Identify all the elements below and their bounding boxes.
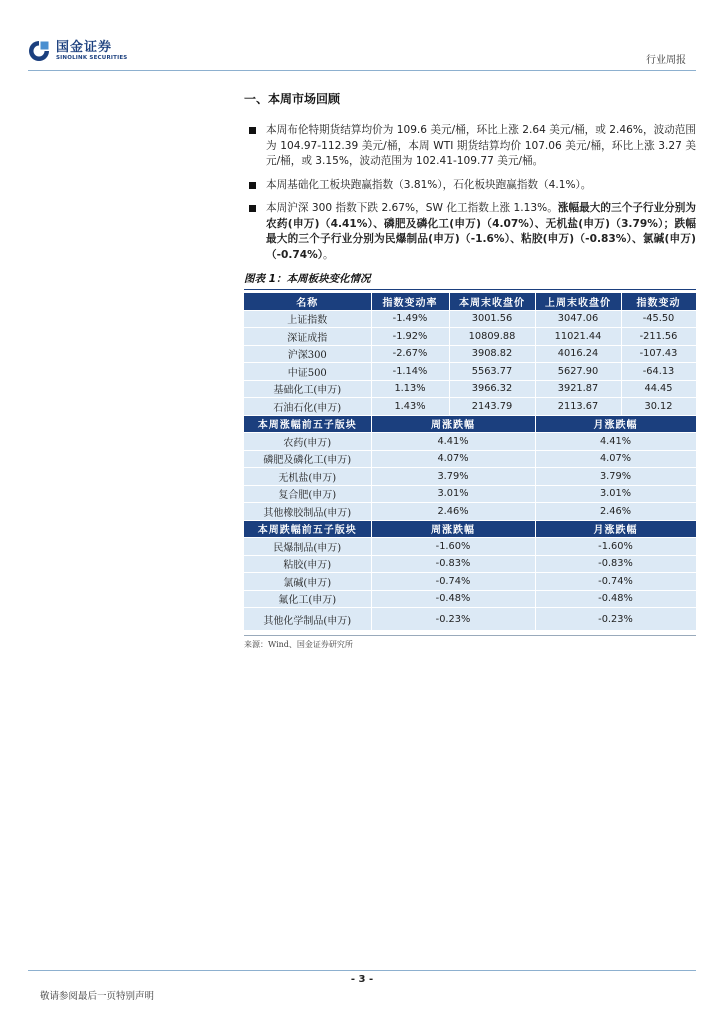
close-this-week: 3908.82 bbox=[449, 345, 535, 363]
bullet-square-icon bbox=[249, 127, 256, 134]
bullet-text: 本周基础化工板块跑赢指数（3.81%），石化板块跑赢指数（4.1%）。 bbox=[266, 178, 592, 191]
table-row bbox=[244, 398, 696, 416]
close-this-week: 2143.79 bbox=[449, 398, 535, 416]
change-rate: 1.43% bbox=[371, 398, 449, 416]
column-header: 本周跌幅前五子版块 bbox=[244, 520, 371, 538]
index-change: -45.50 bbox=[621, 310, 696, 328]
change-rate: -1.92% bbox=[371, 328, 449, 346]
weekly-change: -0.74% bbox=[371, 573, 535, 591]
index-name: 上证指数 bbox=[244, 310, 371, 328]
change-rate: -1.49% bbox=[371, 310, 449, 328]
table-row bbox=[244, 328, 696, 346]
bullet-item bbox=[244, 201, 696, 263]
bullet-item bbox=[244, 123, 696, 170]
sector-name: 无机盐(申万) bbox=[244, 468, 371, 486]
column-header: 上周末收盘价 bbox=[535, 293, 621, 310]
column-header: 本周涨幅前五子版块 bbox=[244, 415, 371, 433]
sector-name: 氟化工(申万) bbox=[244, 590, 371, 608]
weekly-change: 3.01% bbox=[371, 485, 535, 503]
monthly-change: -0.48% bbox=[535, 590, 696, 608]
bullet-text-bold: 涨幅最大的三个子行业分别为农药(申万)（4.41%）、磷肥及磷化工(申万)（4.07%）、无机盐(申万)（3.79%）；跌幅最大的三个子行业分别为民爆制品(申万)（-1.6%）、粘胶(申万)（-0.83%）、氯碱(申万)（-0.74%） bbox=[266, 202, 696, 261]
close-last-week: 11021.44 bbox=[535, 328, 621, 346]
change-rate: -2.67% bbox=[371, 345, 449, 363]
column-header: 指数变动率 bbox=[371, 293, 449, 310]
sector-change-table bbox=[244, 293, 697, 631]
document-type: 行业周报 bbox=[646, 55, 686, 66]
table-row bbox=[244, 503, 696, 521]
weekly-change: -0.48% bbox=[371, 590, 535, 608]
table-row bbox=[244, 310, 696, 328]
bullet-text: 本周沪深 300 指数下跌 2.67%，SW 化工指数上涨 1.13%。 bbox=[266, 202, 558, 214]
close-this-week: 5563.77 bbox=[449, 363, 535, 381]
header-divider bbox=[28, 70, 696, 71]
index-name: 深证成指 bbox=[244, 328, 371, 346]
close-this-week: 3001.56 bbox=[449, 310, 535, 328]
column-header: 月涨跌幅 bbox=[535, 520, 696, 538]
change-rate: 1.13% bbox=[371, 380, 449, 398]
table-row bbox=[244, 468, 696, 486]
sector-name: 农药(申万) bbox=[244, 433, 371, 451]
figure-source: 来源：Wind、国金证券研究所 bbox=[244, 635, 696, 650]
brand-name-en: SINOLINK SECURITIES bbox=[56, 54, 128, 61]
bullet-square-icon bbox=[249, 182, 256, 189]
monthly-change: -1.60% bbox=[535, 538, 696, 556]
monthly-change: -0.74% bbox=[535, 573, 696, 591]
bullet-square-icon bbox=[249, 205, 256, 212]
monthly-change: 4.07% bbox=[535, 450, 696, 468]
table-row bbox=[244, 608, 696, 631]
index-change: -107.43 bbox=[621, 345, 696, 363]
close-last-week: 3921.87 bbox=[535, 380, 621, 398]
close-last-week: 2113.67 bbox=[535, 398, 621, 416]
column-header: 指数变动 bbox=[621, 293, 696, 310]
close-last-week: 3047.06 bbox=[535, 310, 621, 328]
index-name: 沪深300 bbox=[244, 345, 371, 363]
index-name: 中证500 bbox=[244, 363, 371, 381]
monthly-change: 3.01% bbox=[535, 485, 696, 503]
index-name: 石油石化(申万) bbox=[244, 398, 371, 416]
table-row bbox=[244, 538, 696, 556]
weekly-change: 4.07% bbox=[371, 450, 535, 468]
sector-name: 民爆制品(申万) bbox=[244, 538, 371, 556]
table-header-row bbox=[244, 293, 696, 310]
footer-disclaimer: 敬请参阅最后一页特别声明 bbox=[40, 991, 155, 1002]
table-row bbox=[244, 363, 696, 381]
company-logo bbox=[28, 40, 127, 62]
column-header: 周涨跌幅 bbox=[371, 415, 535, 433]
table-row bbox=[244, 450, 696, 468]
table-row bbox=[244, 573, 696, 591]
brand-name-cn: 国金证券 bbox=[56, 39, 113, 55]
section-title: 一、本周市场回顾 bbox=[244, 92, 341, 106]
monthly-change: 2.46% bbox=[535, 503, 696, 521]
bullet-text-end: 。 bbox=[323, 248, 334, 261]
weekly-change: -0.83% bbox=[371, 555, 535, 573]
table-row bbox=[244, 433, 696, 451]
monthly-change: 3.79% bbox=[535, 468, 696, 486]
close-this-week: 3966.32 bbox=[449, 380, 535, 398]
sector-name: 其他化学制品(申万) bbox=[244, 608, 371, 631]
index-name: 基础化工(申万) bbox=[244, 380, 371, 398]
table-row bbox=[244, 345, 696, 363]
weekly-change: 4.41% bbox=[371, 433, 535, 451]
index-change: 30.12 bbox=[621, 398, 696, 416]
table-row bbox=[244, 590, 696, 608]
page-header bbox=[0, 0, 724, 80]
table-row bbox=[244, 555, 696, 573]
close-last-week: 5627.90 bbox=[535, 363, 621, 381]
footer-divider bbox=[28, 970, 696, 971]
change-rate: -1.14% bbox=[371, 363, 449, 381]
table-row bbox=[244, 485, 696, 503]
monthly-change: -0.23% bbox=[535, 608, 696, 631]
index-change: -211.56 bbox=[621, 328, 696, 346]
weekly-change: 2.46% bbox=[371, 503, 535, 521]
logo-icon bbox=[28, 40, 50, 62]
column-header: 周涨跌幅 bbox=[371, 520, 535, 538]
table-row bbox=[244, 380, 696, 398]
close-this-week: 10809.88 bbox=[449, 328, 535, 346]
column-header: 名称 bbox=[244, 293, 371, 310]
weekly-change: 3.79% bbox=[371, 468, 535, 486]
sector-name: 磷肥及磷化工(申万) bbox=[244, 450, 371, 468]
sector-name: 粘胶(申万) bbox=[244, 555, 371, 573]
sector-name: 氯碱(申万) bbox=[244, 573, 371, 591]
page-number: - 3 - bbox=[350, 974, 374, 985]
index-change: 44.45 bbox=[621, 380, 696, 398]
column-header: 本周末收盘价 bbox=[449, 293, 535, 310]
figure-title: 图表 1：本周板块变化情况 bbox=[244, 271, 696, 290]
monthly-change: -0.83% bbox=[535, 555, 696, 573]
weekly-change: -1.60% bbox=[371, 538, 535, 556]
close-last-week: 4016.24 bbox=[535, 345, 621, 363]
index-change: -64.13 bbox=[621, 363, 696, 381]
bullet-item bbox=[244, 178, 696, 194]
table-header-row bbox=[244, 520, 696, 538]
weekly-change: -0.23% bbox=[371, 608, 535, 631]
main-content bbox=[244, 90, 696, 650]
sector-name: 复合肥(申万) bbox=[244, 485, 371, 503]
sector-name: 其他橡胶制品(申万) bbox=[244, 503, 371, 521]
column-header: 月涨跌幅 bbox=[535, 415, 696, 433]
bullet-text: 本周布伦特期货结算均价为 109.6 美元/桶，环比上涨 2.64 美元/桶，或 2.46%，波动范围为 104.97-112.39 美元/桶，本周 WTI 期货结算均价 107.06 美元/桶，环比上涨 3.27 美元/桶，或 3.15%，波动范围为 102.41-109.77 美元/桶。 bbox=[266, 124, 696, 167]
monthly-change: 4.41% bbox=[535, 433, 696, 451]
table-header-row bbox=[244, 415, 696, 433]
